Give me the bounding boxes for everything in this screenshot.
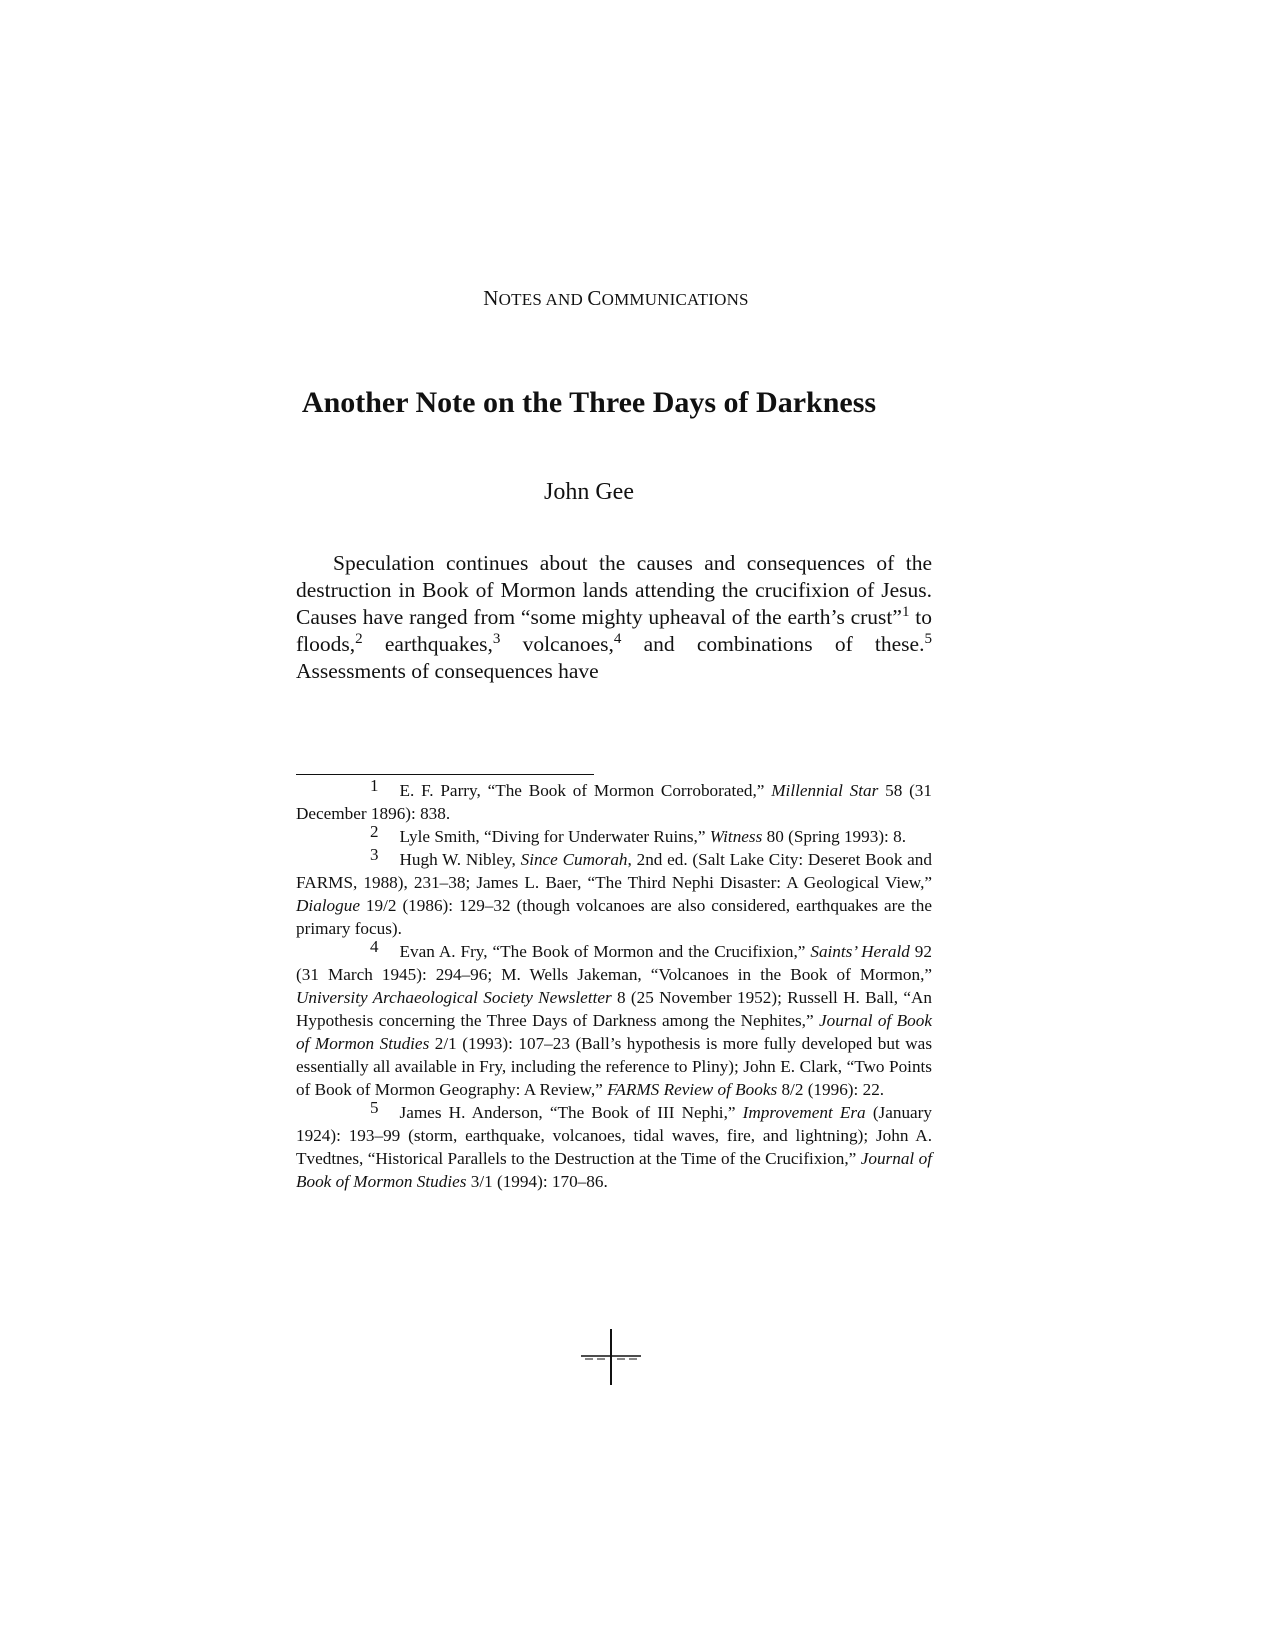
body-text-1: Speculation continues about the causes and consequences of the destruction in Book of Mormon lands attending the crucifixion of Jesus. Causes have ranged from “some mighty upheaval of the earth’s crust”: [296, 551, 932, 629]
footnote-5-text-b: (January 1924): 193–99 (storm, earthquake, volcanoes, tidal waves, fire, and lightning); John A. Tvedtnes, “Historical Parallels to the Destruction at the Time of the Crucifixion,”: [296, 1103, 932, 1168]
footnote-2-italic-1: Witness: [709, 827, 763, 846]
body-text-5: and combinations of these.: [621, 632, 925, 656]
footnote-2-text-b: 80 (Spring 1993): 8.: [762, 827, 907, 846]
footnotes: [296, 776, 933, 1193]
footnote-ref-5[interactable]: 5: [924, 630, 933, 647]
article-title: Another Note on the Three Days of Darkness: [301, 386, 877, 419]
section-heading-small-2: OMMUNICATIONS: [601, 290, 749, 309]
article-author: John Gee: [544, 479, 634, 505]
footnote-ref-4[interactable]: 4: [613, 630, 622, 647]
crop-mark-icon: [581, 1329, 641, 1385]
footnote-1: [296, 776, 932, 825]
footnote-4-text-b: 92 (31 March 1945): 294–96; M. Wells Jakeman, “Volcanoes in the Book of Mormon,”: [296, 942, 932, 984]
footnote-ref-3[interactable]: 3: [492, 630, 501, 647]
footnote-5-text-a: James H. Anderson, “The Book of III Nephi,”: [399, 1103, 743, 1122]
footnote-number-1: 1: [370, 776, 379, 795]
footnote-4-text-d: 2/1 (1993): 107–23 (Ball’s hypothesis is more fully developed but was essentially all available in Fry, including the reference to Pliny); John E. Clark, “Two Points of Book of Mormon Geography: A Review,”: [296, 1034, 933, 1099]
footnote-3-italic-1: Since Cumorah: [520, 850, 628, 869]
section-heading: [0, 286, 1232, 311]
footnote-1-italic-1: Millennial Star: [771, 781, 879, 800]
section-heading-small-1: OTES AND: [498, 290, 588, 309]
footnote-number-4: 4: [370, 937, 379, 956]
footnote-4-text-c: 8 (25 November 1952); Russell H. Ball, “An Hypothesis concerning the Three Days of Darkness among the Nephites,”: [296, 988, 932, 1030]
footnote-5-italic-2: Journal of Book of Mormon Studies: [296, 1149, 932, 1191]
footnote-4-text-a: Evan A. Fry, “The Book of Mormon and the Crucifixion,”: [399, 942, 811, 961]
footnote-ref-1[interactable]: 1: [901, 603, 910, 620]
footnote-1-text-a: E. F. Parry, “The Book of Mormon Corroborated,”: [399, 781, 772, 800]
footnote-ref-2[interactable]: 2: [355, 630, 363, 647]
body-text-6: Assessments of consequences have: [296, 659, 599, 683]
footnote-4-text-e: 8/2 (1996): 22.: [777, 1080, 885, 1099]
footnote-5-italic-1: Improvement Era: [742, 1103, 866, 1122]
footnote-number-3: 3: [370, 845, 379, 864]
footnote-4-italic-3: Journal of Book of Mormon Studies: [296, 1011, 932, 1053]
body-text-4: volcanoes,: [500, 632, 614, 656]
body-text-2: to floods,: [296, 605, 932, 656]
footnote-4: [296, 937, 933, 1101]
section-heading-cap-1: N: [483, 286, 499, 310]
footnote-number-5: 5: [370, 1098, 379, 1117]
footnote-4-italic-2: University Archaeological Society Newsletter: [296, 988, 612, 1007]
footnote-3-text-c: 19/2 (1986): 129–32 (though volcanoes are also considered, earthquakes are the primary focus).: [296, 896, 932, 938]
footnote-1-text-b: 58 (31 December 1896): 838.: [296, 781, 932, 823]
footnote-3-text-a: Hugh W. Nibley,: [399, 850, 521, 869]
footnote-3: [296, 845, 932, 940]
footnote-5: [296, 1098, 932, 1193]
footnote-3-italic-2: Dialogue: [296, 896, 360, 915]
footnote-4-italic-4: FARMS Review of Books: [607, 1080, 778, 1099]
footnote-number-2: 2: [370, 822, 379, 841]
footnote-4-italic-1: Saints’ Herald: [810, 942, 910, 961]
footnote-2-text-a: Lyle Smith, “Diving for Underwater Ruins,”: [399, 827, 710, 846]
footnote-3-text-b: , 2nd ed. (Salt Lake City: Deseret Book and FARMS, 1988), 231–38; James L. Baer, “The Third Nephi Disaster: A Geological View,”: [296, 850, 932, 892]
section-heading-cap-2: C: [587, 286, 602, 310]
body-paragraph: [296, 550, 932, 685]
footnote-2: [296, 822, 932, 848]
footnote-5-text-c: 3/1 (1994): 170–86.: [466, 1172, 608, 1191]
body-text-3: earthquakes,: [362, 632, 493, 656]
